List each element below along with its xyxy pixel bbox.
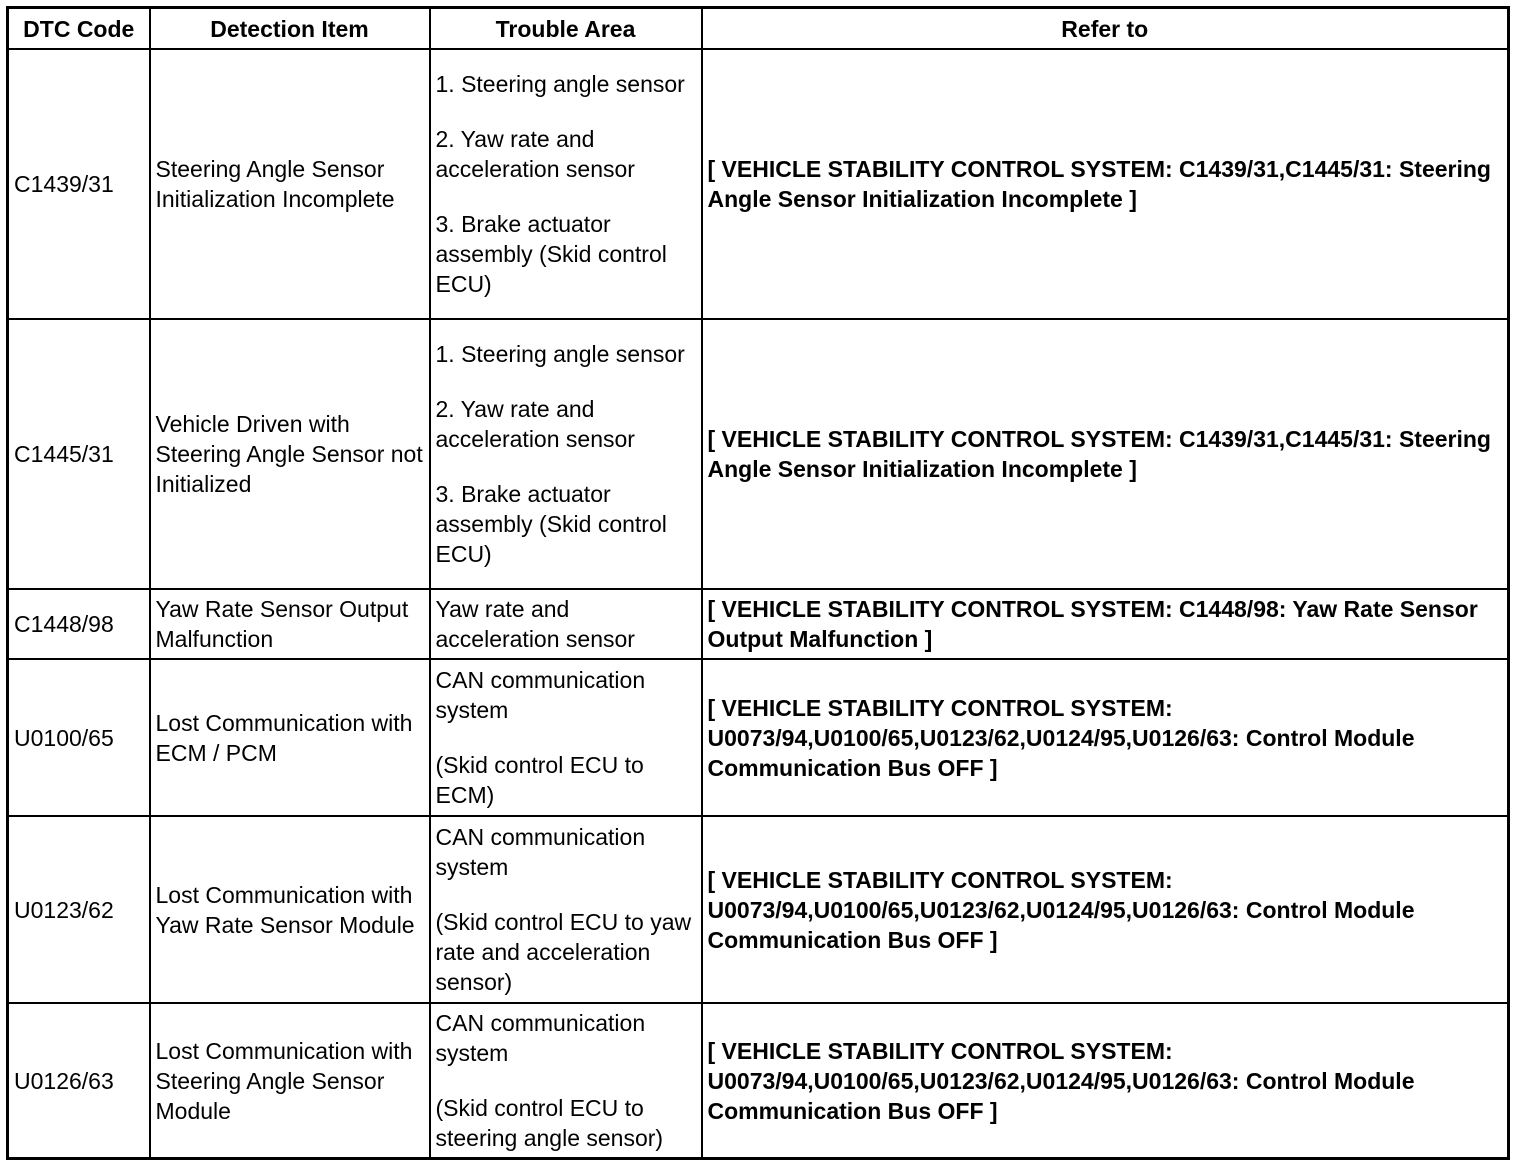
trouble-area-line: (Skid control ECU to steering angle sensor) (435, 1095, 664, 1151)
trouble-area-line: CAN communication system (435, 824, 646, 880)
detection-item-cell: Vehicle Driven with Steering Angle Sensor not Initialized (150, 319, 430, 589)
refer-to-link[interactable]: [ VEHICLE STABILITY CONTROL SYSTEM: C1439/31,C1445/31: Steering Angle Sensor Initialization Incomplete ] (702, 49, 1509, 319)
table-row (8, 319, 1509, 589)
trouble-area-cell (430, 659, 702, 816)
trouble-area-cell (430, 816, 702, 1003)
dtc-code-cell: U0100/65 (8, 659, 150, 816)
trouble-area-line: CAN communication system (435, 1010, 646, 1066)
header-detection-item: Detection Item (150, 8, 430, 50)
header-refer-to: Refer to (702, 8, 1509, 50)
refer-to-link[interactable]: [ VEHICLE STABILITY CONTROL SYSTEM: C1439/31,C1445/31: Steering Angle Sensor Initialization Incomplete ] (702, 319, 1509, 589)
refer-to-link[interactable]: [ VEHICLE STABILITY CONTROL SYSTEM: U0073/94,U0100/65,U0123/62,U0124/95,U0126/63: Control Module Communication Bus OFF ] (702, 816, 1509, 1003)
dtc-code-cell: C1439/31 (8, 49, 150, 319)
detection-item-cell: Steering Angle Sensor Initialization Incomplete (150, 49, 430, 319)
dtc-table (6, 6, 1510, 1160)
trouble-area-line: (Skid control ECU to ECM) (435, 752, 644, 808)
trouble-area-cell (430, 319, 702, 589)
trouble-area-line: 2. Yaw rate and acceleration sensor (435, 126, 635, 182)
trouble-area-line: CAN communication system (435, 667, 646, 723)
header-dtc-code: DTC Code (8, 8, 150, 50)
detection-item-cell: Yaw Rate Sensor Output Malfunction (150, 589, 430, 659)
dtc-code-cell: C1448/98 (8, 589, 150, 659)
table-row (8, 816, 1509, 1003)
dtc-code-cell: C1445/31 (8, 319, 150, 589)
trouble-area-line: 1. Steering angle sensor (435, 71, 685, 97)
table-row (8, 1003, 1509, 1159)
dtc-code-cell: U0123/62 (8, 816, 150, 1003)
refer-to-link[interactable]: [ VEHICLE STABILITY CONTROL SYSTEM: U0073/94,U0100/65,U0123/62,U0124/95,U0126/63: Control Module Communication Bus OFF ] (702, 1003, 1509, 1159)
detection-item-cell: Lost Communication with Steering Angle Sensor Module (150, 1003, 430, 1159)
trouble-area-cell (430, 589, 702, 659)
trouble-area-line: 3. Brake actuator assembly (Skid control ECU) (435, 211, 667, 297)
trouble-area-line: (Skid control ECU to yaw rate and acceleration sensor) (435, 909, 692, 995)
trouble-area-cell (430, 1003, 702, 1159)
table-row (8, 49, 1509, 319)
table-row (8, 659, 1509, 816)
trouble-area-line: 3. Brake actuator assembly (Skid control ECU) (435, 481, 667, 567)
header-row (8, 8, 1509, 50)
trouble-area-line: Yaw rate and acceleration sensor (435, 596, 635, 652)
trouble-area-line: 1. Steering angle sensor (435, 341, 685, 367)
table-row (8, 589, 1509, 659)
trouble-area-line: 2. Yaw rate and acceleration sensor (435, 396, 635, 452)
dtc-code-cell: U0126/63 (8, 1003, 150, 1159)
trouble-area-cell (430, 49, 702, 319)
detection-item-cell: Lost Communication with Yaw Rate Sensor Module (150, 816, 430, 1003)
refer-to-link[interactable]: [ VEHICLE STABILITY CONTROL SYSTEM: C1448/98: Yaw Rate Sensor Output Malfunction ] (702, 589, 1509, 659)
refer-to-link[interactable]: [ VEHICLE STABILITY CONTROL SYSTEM: U0073/94,U0100/65,U0123/62,U0124/95,U0126/63: Control Module Communication Bus OFF ] (702, 659, 1509, 816)
detection-item-cell: Lost Communication with ECM / PCM (150, 659, 430, 816)
header-trouble-area: Trouble Area (430, 8, 702, 50)
